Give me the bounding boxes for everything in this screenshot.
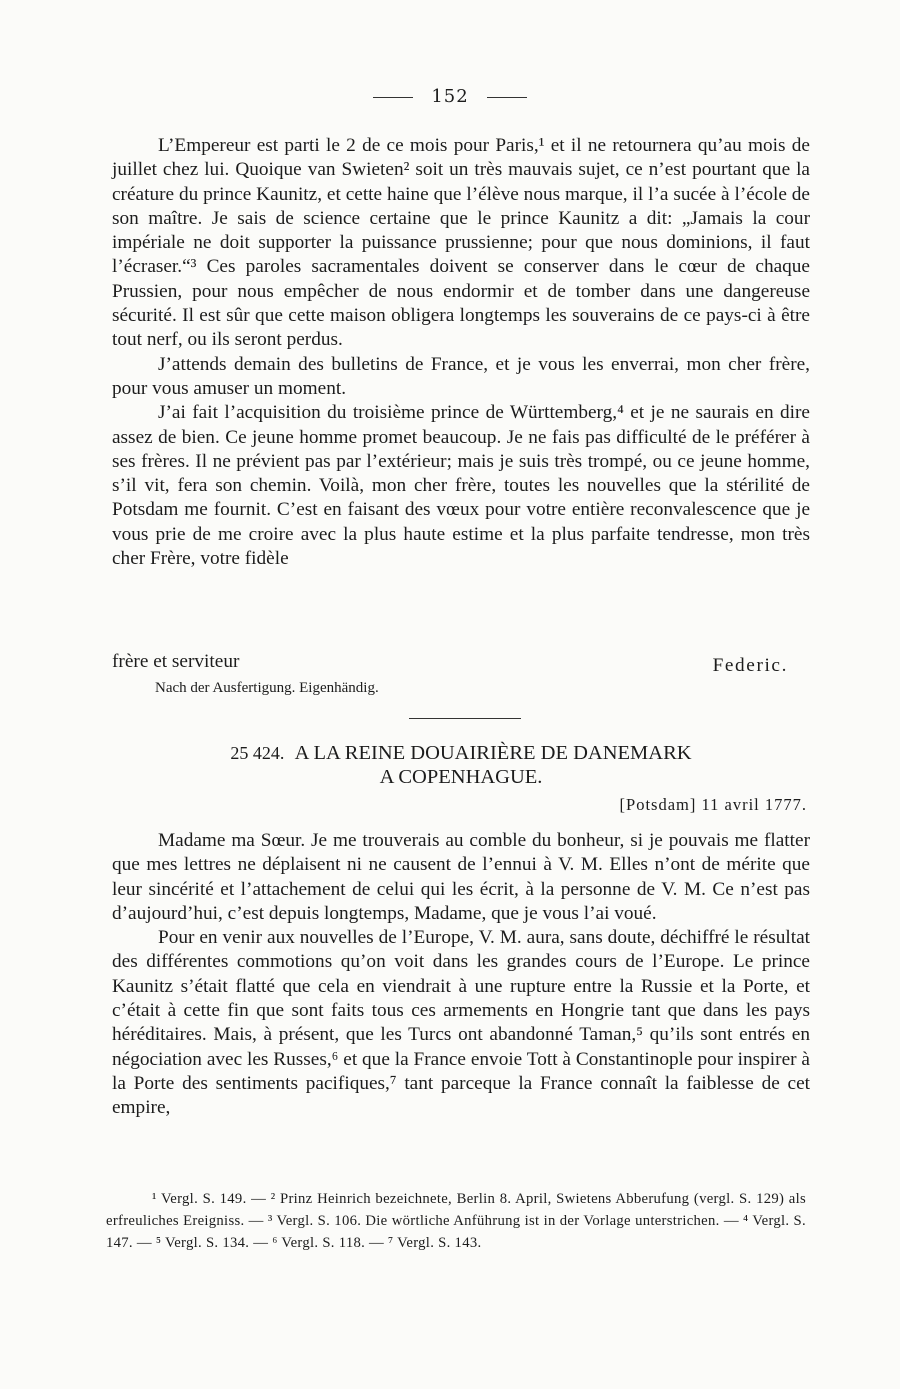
footnotes-text: ¹ Vergl. S. 149. — ² Prinz Heinrich bezeichnete, Berlin 8. April, Swietens Abberufung (vergl. S. 129) als erfreuliches Ereigniss. — ³ Vergl. S. 106. Die wörtliche Anführung ist in der Vorlage unterstrichen. — ⁴ Vergl. S. 147. — ⁵ Vergl. S. 134. — ⁶ Vergl. S. 118. — ⁷ Vergl. S. 143. bbox=[106, 1191, 806, 1251]
letter2-paragraph-1: Madame ma Sœur. Je me trouverais au comble du bonheur, si je pouvais me flatter que mes lettres ne déplaisent ni ne causent de l’ennui à V. M. Elles n’ont de mérite que leur sincérité et l’attachement de celui qui les écrit, à la personne de V. M. Ce n’est pas d’aujourd’hui, c’est depuis longtemps, Madame, que je vous l’ai voué. bbox=[112, 830, 810, 924]
closing-text: frère et serviteur bbox=[112, 651, 240, 672]
page-number: 152 bbox=[431, 86, 469, 107]
section-separator bbox=[409, 718, 521, 719]
letter1-paragraph-3: J’ai fait l’acquisition du troisième prince de Württemberg,⁴ et je ne saurais en dire assez de bien. Ce jeune homme promet beaucoup. Je ne fais pas difficulté de le préférer à ses frères. Il ne prévient pas par l’extérieur; mais je suis très trompé, ou ce jeune homme, s’il vit, fera son chemin. Voilà, mon cher frère, toutes les nouvelles que la stérilité de Potsdam me fournit. C’est en faisant des vœux pour votre entière reconvalescence que je vous prie de me croire avec la plus haute estime et la plus parfaite tendresse, mon très cher Frère, votre fidèle bbox=[112, 402, 810, 570]
letter1-body bbox=[112, 134, 810, 571]
letter1-paragraph-2: J’attends demain des bulletins de France, et je vous les enverrai, mon cher frère, pour vous amuser un moment. bbox=[112, 353, 810, 399]
letter1-paragraph-1: L’Empereur est parti le 2 de ce mois pour Paris,¹ et il ne retournera qu’au mois de juillet chez lui. Quoique van Swieten² soit un très mauvais sujet, ce n’est pourtant que la créature du prince Kaunitz, et cette haine que l’élève nous marque, il l’a sucée à l’école de son maître. Je sais de science certaine que le prince Kaunitz a dit: „Jamais la cour impériale ne doit supporter la puissance prussienne; pour que nous dominions, il faut l’écraser.“³ Ces paroles sacramentales doivent se conserver dans le cœur de chaque Prussien, pour nous empêcher de nous endormir et de tomber dans une dangereuse sécurité. Il est sûr que cette maison obligera longtemps les souverains de ce pays-ci à être tout nerf, ou ils seront perdus. bbox=[112, 135, 810, 351]
letter2-body bbox=[112, 829, 810, 1121]
letter-number: 25 424. bbox=[230, 743, 285, 763]
letter-title-line1: A LA REINE DOUAIRIÈRE DE DANEMARK bbox=[294, 742, 692, 764]
page-header bbox=[0, 86, 900, 107]
letter2-paragraph-2: Pour en venir aux nouvelles de l’Europe, V. M. aura, sans doute, déchiffré le résultat des différentes commotions qu’on voit dans les grandes cours de l’Europe. Le prince Kaunitz s’était flatté que cela en viendrait à une rupture entre la Russie et la Porte, et c’était à cette fin que sont faits tous ces armements en Hongrie tant que dans les pays héréditaires. Mais, à présent, que les Turcs ont abandonné Taman,⁵ qu’ils sont entrés en négociation avec les Russes,⁶ et que la France envoie Tott à Constantinople pour inspirer à la Porte des sentiments pacifiques,⁷ tant parceque la France connaît la faiblesse de cet empire, bbox=[112, 927, 810, 1119]
footnotes bbox=[106, 1188, 806, 1254]
header-rule-right bbox=[487, 97, 527, 98]
letter-title-line2: A COPENHAGUE. bbox=[379, 766, 543, 788]
header-rule-left bbox=[373, 97, 413, 98]
letter-date: [Potsdam] 11 avril 1777. bbox=[619, 795, 807, 814]
source-note: Nach der Ausfertigung. Eigenhändig. bbox=[155, 680, 379, 696]
letter2-heading bbox=[112, 741, 810, 789]
signature: Federic. bbox=[712, 655, 788, 676]
